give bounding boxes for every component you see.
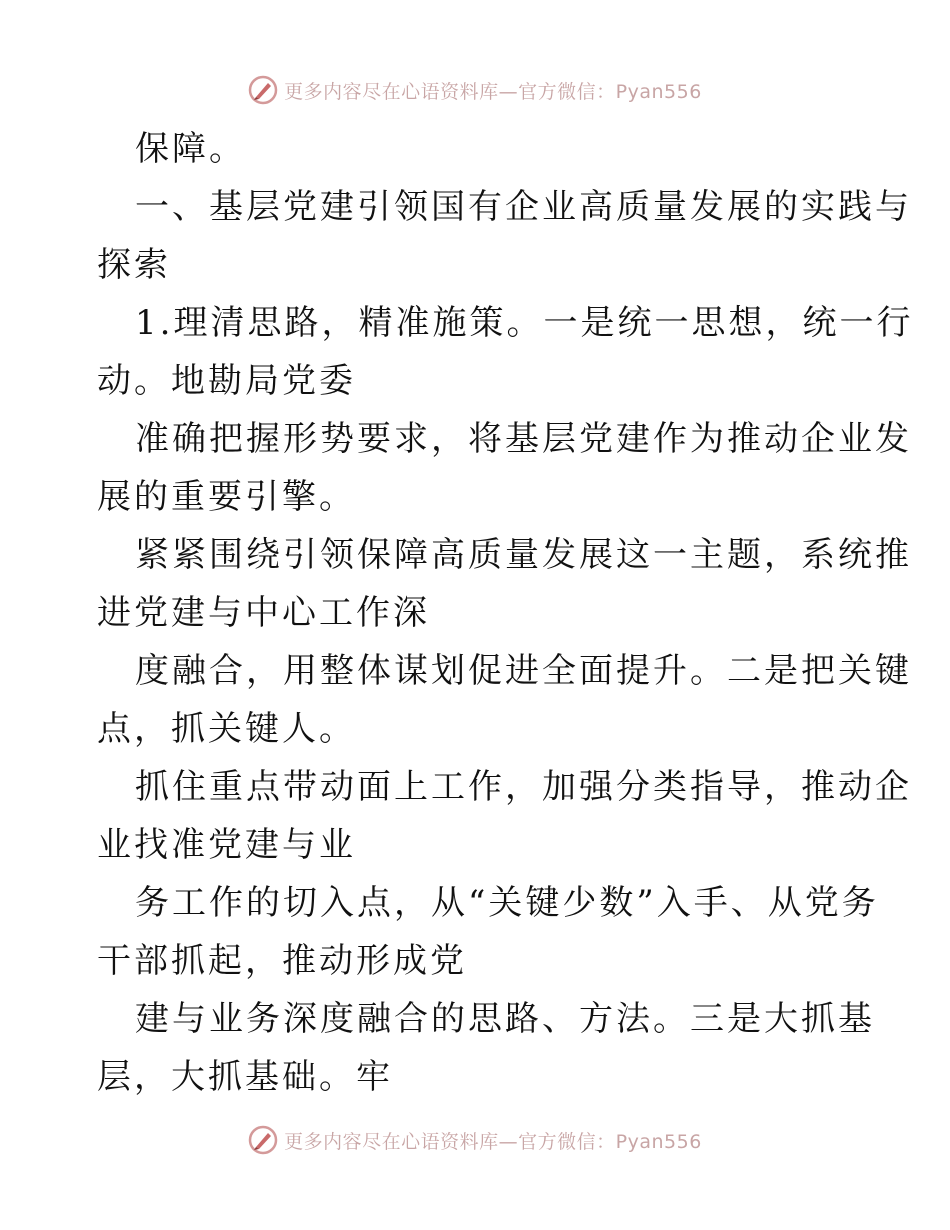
text-line: 进党建与中心工作深: [97, 593, 430, 633]
text-line: 业找准党建与业: [97, 825, 356, 865]
footer-watermark-text: 更多内容尽在心语资料库—官方微信：Pyan556: [284, 1130, 702, 1153]
text-line: 建与业务深度融合的思路、方法。三是大抓基: [135, 999, 875, 1039]
text-line: 展的重要引擎。: [97, 477, 356, 517]
pen-logo-icon: [248, 75, 278, 105]
text-line: 层，大抓基础。牢: [97, 1057, 393, 1097]
footer-watermark: [0, 1120, 950, 1160]
header-watermark-text: 更多内容尽在心语资料库—官方微信：Pyan556: [284, 80, 702, 103]
text-line: 保障。: [135, 129, 246, 169]
text-line: 务工作的切入点，从“关键少数”入手、从党务: [135, 883, 879, 923]
text-line: 点，抓关键人。: [97, 709, 356, 749]
text-line: 动。地勘局党委: [97, 361, 356, 401]
text-line: 准确把握形势要求，将基层党建作为推动企业发: [135, 419, 912, 459]
document-body: [97, 120, 914, 1106]
text-line: 1.理清思路，精准施策。一是统一思想，统一行: [135, 303, 914, 343]
section-heading-continued: 探索: [97, 245, 171, 285]
text-line: 抓住重点带动面上工作，加强分类指导，推动企: [135, 767, 912, 807]
pen-logo-icon: [248, 1125, 278, 1155]
text-line: 度融合，用整体谋划促进全面提升。二是把关键: [135, 651, 912, 691]
text-line: 紧紧围绕引领保障高质量发展这一主题，系统推: [135, 535, 912, 575]
header-watermark: [0, 70, 950, 110]
section-heading: 一、基层党建引领国有企业高质量发展的实践与: [135, 187, 912, 227]
text-line: 干部抓起，推动形成党: [97, 941, 467, 981]
